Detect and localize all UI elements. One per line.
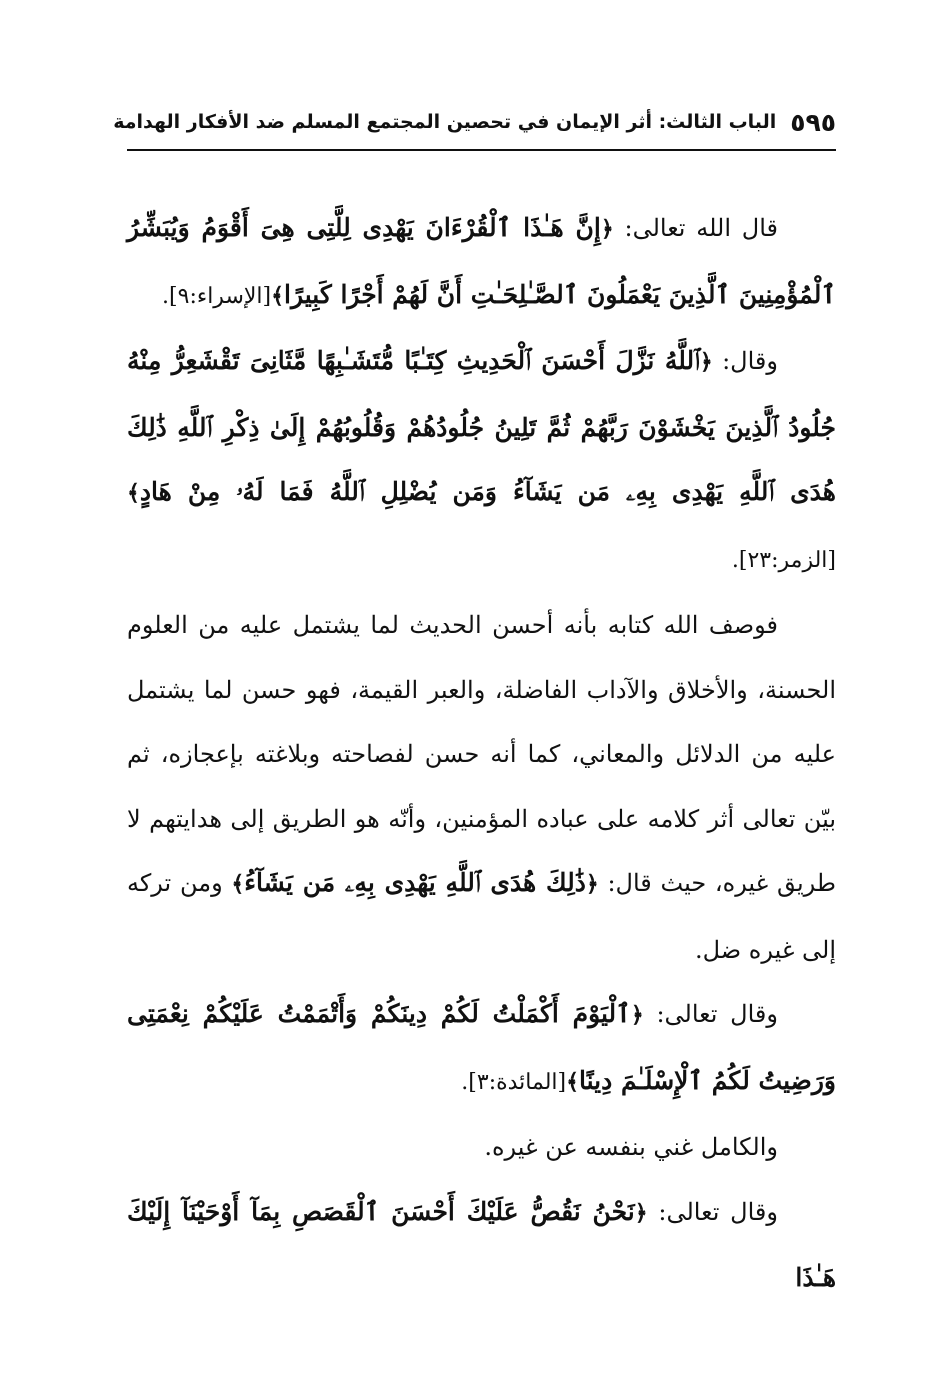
paragraph-intro: وقال:: [712, 347, 778, 375]
ornate-bracket-close: ﴾: [566, 1069, 580, 1095]
paragraph-intro: وقال تعالى:: [647, 1197, 778, 1226]
verse-reference: [المائدة:٣].: [461, 1069, 567, 1095]
header-rule: [127, 149, 836, 151]
ornate-bracket-close: ﴾: [231, 872, 245, 897]
paragraph-text: والكامل غني بنفسه عن غيره.: [484, 1133, 778, 1161]
commentary-text: فوصف الله كتابه بأنه أحسن الحديث لما يشتمل عليه من العلوم الحسنة، والأخلاق والآداب الفاضلة، والعبر القيمة، فهو حسن لما يشتمل عليه من الدلائل والمعاني، كما أنه حسن لفصاحته وبلاغته بإعجازه، ثم بيّن تعالى أثر كلامه على عباده المؤمنين، وأنّه هو الطريق إلى هدايتهم لا طريق غيره، حيث قال:: [127, 611, 837, 897]
ornate-bracket-close: ﴾: [271, 283, 285, 309]
page-number: ٥٩٥: [790, 107, 836, 137]
paragraph-isra: [127, 196, 836, 329]
ornate-bracket-open: ﴿: [630, 1003, 644, 1028]
ornate-bracket-open: ﴿: [585, 872, 599, 897]
paragraph-zumar: [127, 329, 836, 593]
commentary-text-end: ومن تركه إلى غيره ضل.: [127, 869, 836, 964]
quran-verse: إِنَّ هَـٰذَا ٱلْقُرْءَانَ يَهْدِى لِلَّتِى هِىَ أَقْوَمُ وَيُبَشِّرُ ٱلْمُؤْمِنِينَ ٱلَّذِينَ يَعْمَلُونَ ٱلصَّـٰلِحَـٰتِ أَنَّ لَهُمْ أَجْرًا كَبِيرًا: [127, 213, 836, 309]
paragraph-intro: وقال تعالى:: [643, 1000, 778, 1028]
verse-reference: [الإسراء:٩].: [162, 283, 272, 309]
page-body: [127, 196, 836, 1311]
quran-verse: نَحْنُ نَقُصُّ عَلَيْكَ أَحْسَنَ ٱلْقَصَصِ بِمَآ أَوْحَيْنَآ إِلَيْكَ هَـٰذَا: [127, 1196, 836, 1292]
paragraph-intro: قال الله تعالى:: [613, 214, 778, 242]
quran-verse: ٱلْيَوْمَ أَكْمَلْتُ لَكُمْ دِينَكُمْ وَأَتْمَمْتُ عَلَيْكُمْ نِعْمَتِى وَرَضِيتُ لَكُمُ ٱلْإِسْلَـٰمَ دِينًا: [127, 999, 836, 1095]
ornate-bracket-close: ﴾: [127, 481, 140, 506]
paragraph-commentary: [127, 593, 836, 982]
quran-verse: ٱللَّهُ نَزَّلَ أَحْسَنَ ٱلْحَدِيثِ كِتَـٰبًا مُّتَشَـٰبِهًا مَّثَانِىَ تَقْشَعِرُّ مِنْهُ جُلُودُ ٱلَّذِينَ يَخْشَوْنَ رَبَّهُمْ ثُمَّ تَلِينُ جُلُودُهُمْ وَقُلُوبُهُمْ إِلَىٰ ذِكْرِ ٱللَّهِ ذَٰلِكَ هُدَى ٱللَّهِ يَهْدِى بِهِۦ مَن يَشَآءُ وَمَن يُضْلِلِ ٱللَّهُ فَمَا لَهُۥ مِنْ هَادٍ: [127, 346, 836, 506]
ornate-bracket-open: ﴿: [600, 217, 614, 242]
paragraph-yusuf: [127, 1180, 836, 1311]
ornate-bracket-open: ﴿: [634, 1200, 648, 1226]
verse-reference: [الزمر:٢٣].: [731, 547, 836, 573]
paragraph-maidah: [127, 982, 836, 1115]
quran-verse: ذَٰلِكَ هُدَى ٱللَّهِ يَهْدِى بِهِۦ مَن يَشَآءُ: [244, 868, 586, 897]
running-title: الباب الثالث: أثر الإيمان في تحصين المجتمع المسلم ضد الأفكار الهدامة: [113, 110, 777, 133]
ornate-bracket-open: ﴿: [699, 350, 713, 375]
page-header: [113, 100, 836, 144]
paragraph-kamil: [127, 1115, 836, 1180]
